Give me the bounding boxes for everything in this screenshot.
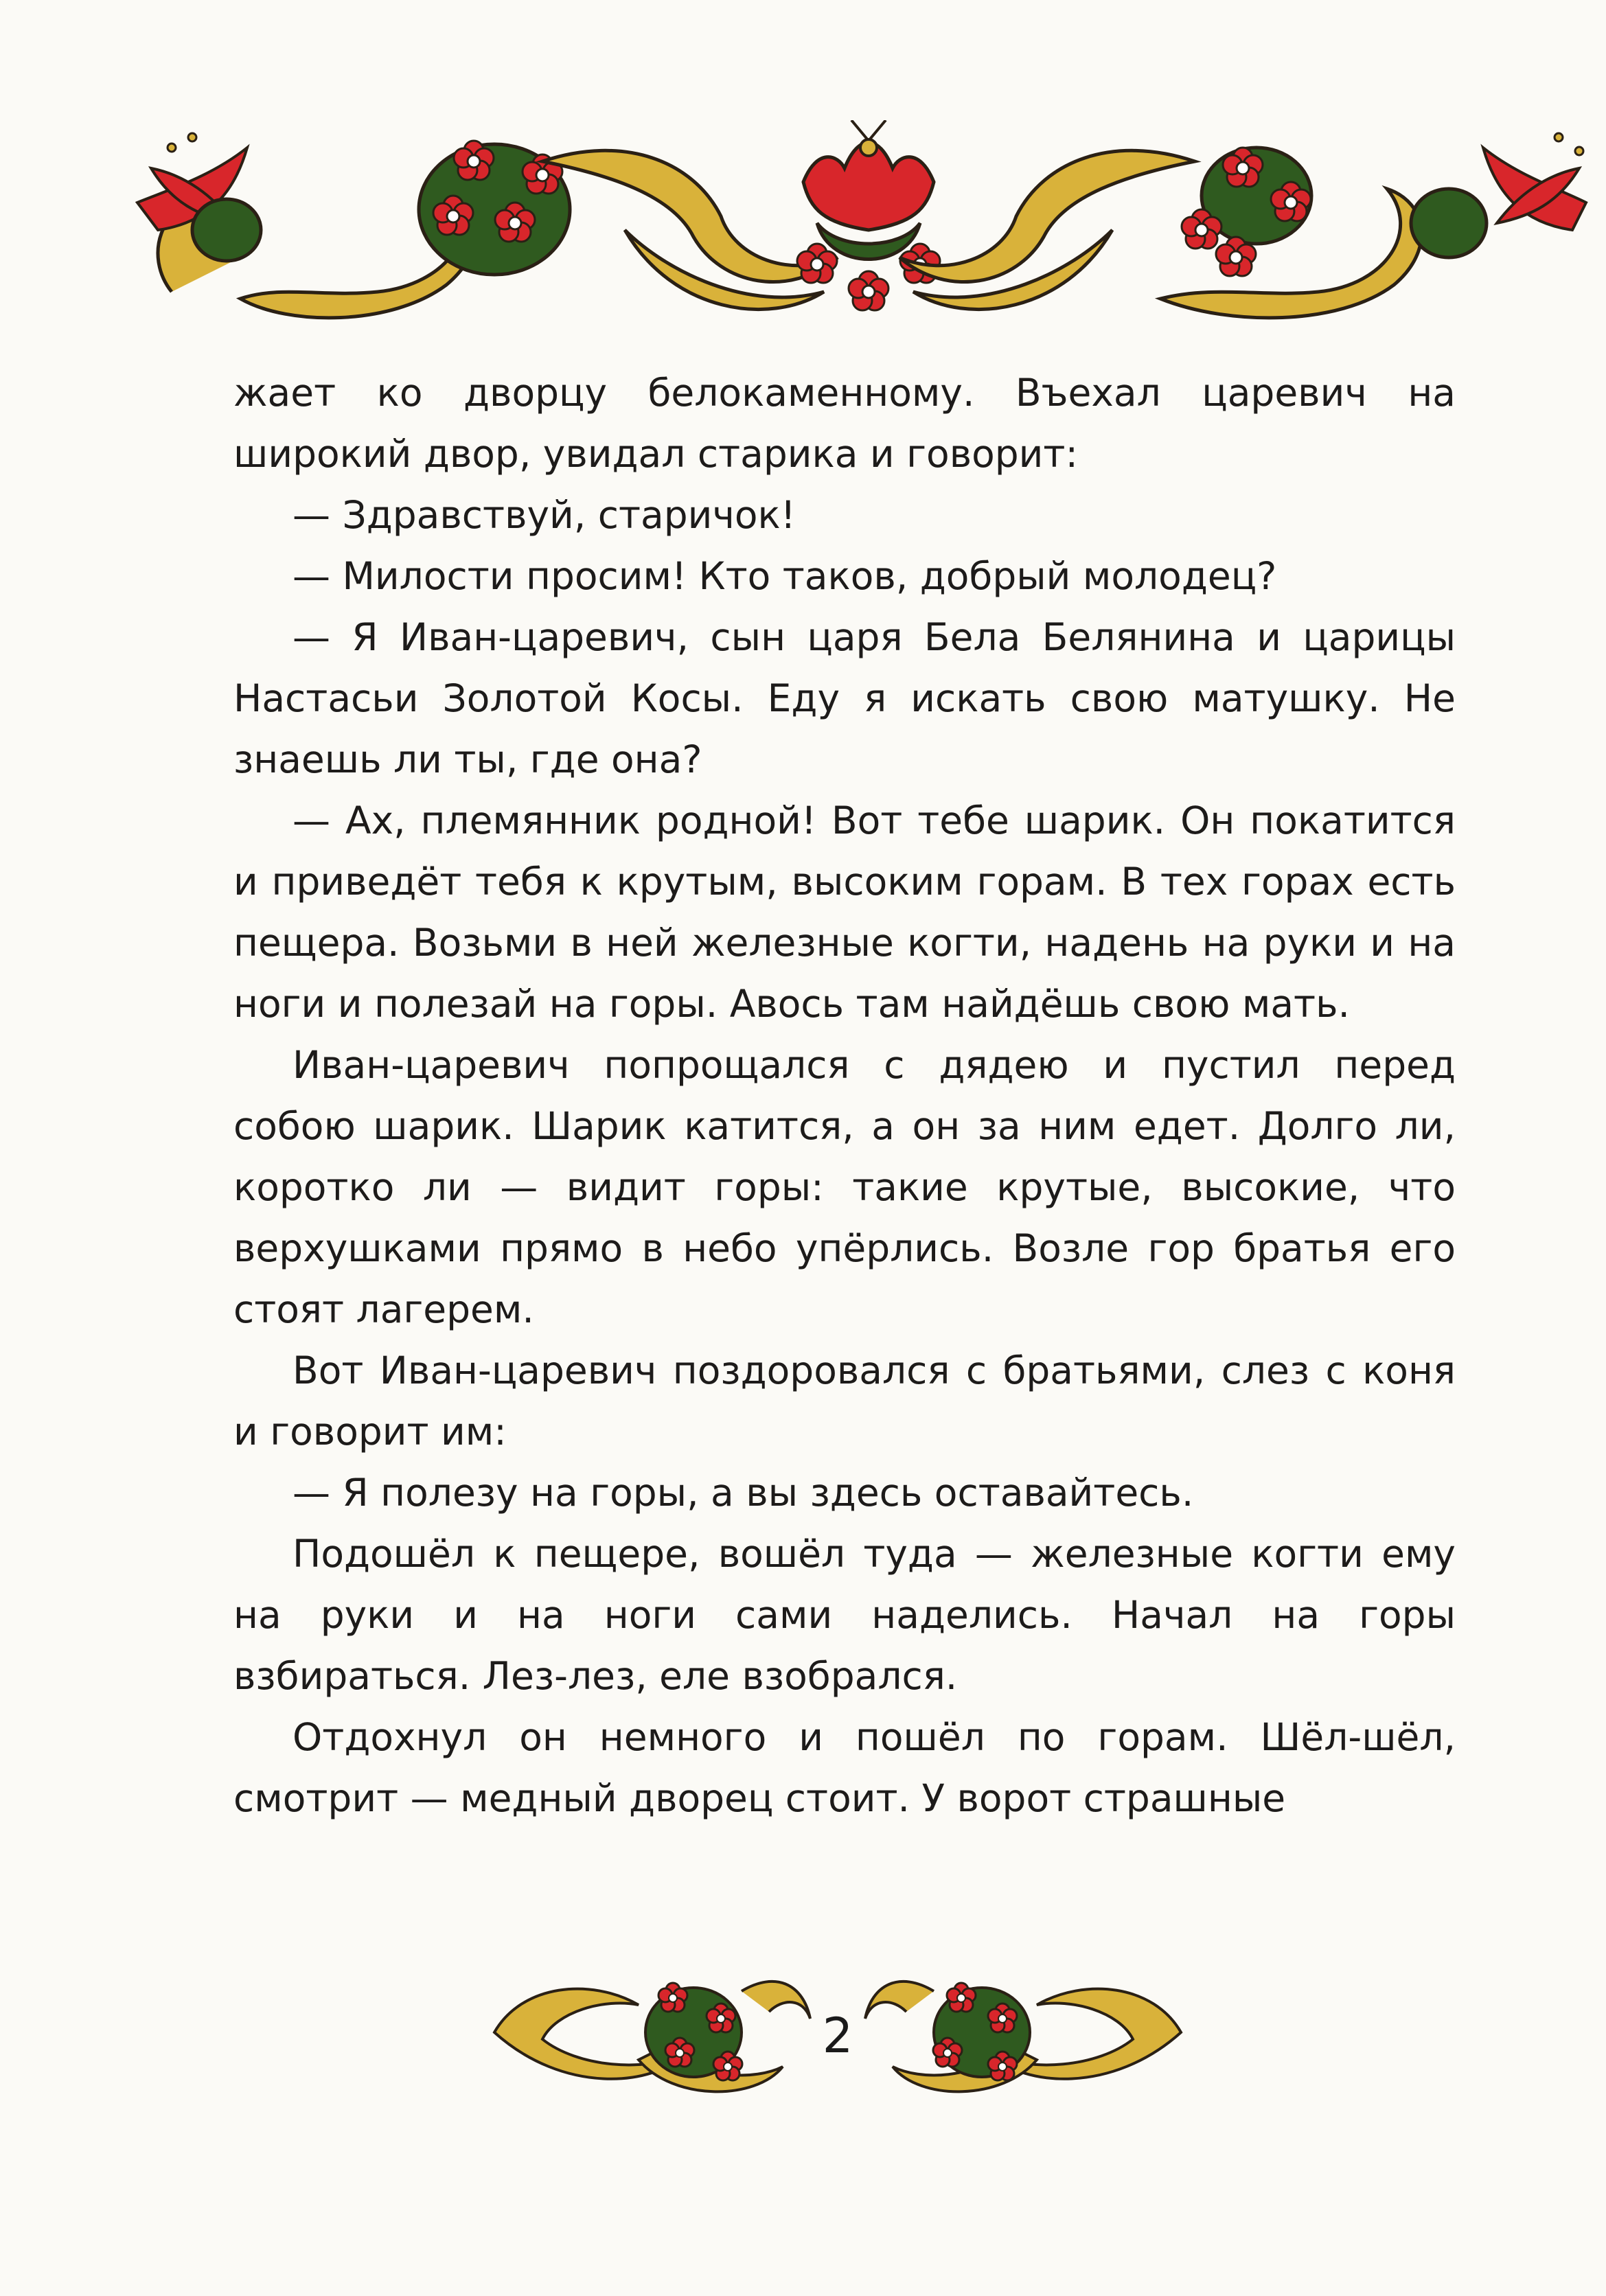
paragraph: — Я полезу на горы, а вы здесь оставайтесь. xyxy=(292,1471,1194,1515)
paragraph: Отдохнул он немного и пошёл по горам. Шёл-шёл, смотрит — медный дворец стоит. У ворот страшные xyxy=(233,1715,1456,1820)
paragraph: — Милости просим! Кто таков, добрый молодец? xyxy=(292,554,1277,598)
paragraph: Иван-царевич попрощался с дядею и пустил перед собою шарик. Шарик катится, а он за ним едет. Долго ли, коротко ли — видит горы: такие крутые, высокие, что верхушками прямо в небо упёрлись. Возле гор братья его стоят лагерем. xyxy=(233,1043,1456,1331)
page-number: 2 xyxy=(822,2008,853,2064)
paragraph: — Здравствуй, старичок! xyxy=(292,493,796,537)
paragraph: Вот Иван-царевич поздоровался с братьями, слез с коня и говорит им: xyxy=(233,1348,1456,1454)
header-floral-ornament xyxy=(130,120,1600,340)
paragraph: жает ко дворцу белокаменному. Въехал царевич на широкий двор, увидал старика и говорит: xyxy=(233,371,1456,476)
paragraph: — Я Иван-царевич, сын царя Бела Белянина и царицы Настасьи Золотой Косы. Еду я искать свою матушку. Не знаешь ли ты, где она? xyxy=(233,615,1456,781)
paragraph: — Ах, племянник родной! Вот тебе шарик. Он покатится и приведёт тебя к крутым, высоким горам. В тех горах есть пещера. Возьми в ней железные когти, надень на руки и на ноги и полезай на горы. Авось там найдёшь свою мать. xyxy=(233,799,1456,1026)
story-text xyxy=(233,363,1456,1829)
paragraph: Подошёл к пещере, вошёл туда — железные когти ему на руки и на ноги сами наделись. Начал на горы взбираться. Лез-лез, еле взобрался. xyxy=(233,1532,1456,1698)
